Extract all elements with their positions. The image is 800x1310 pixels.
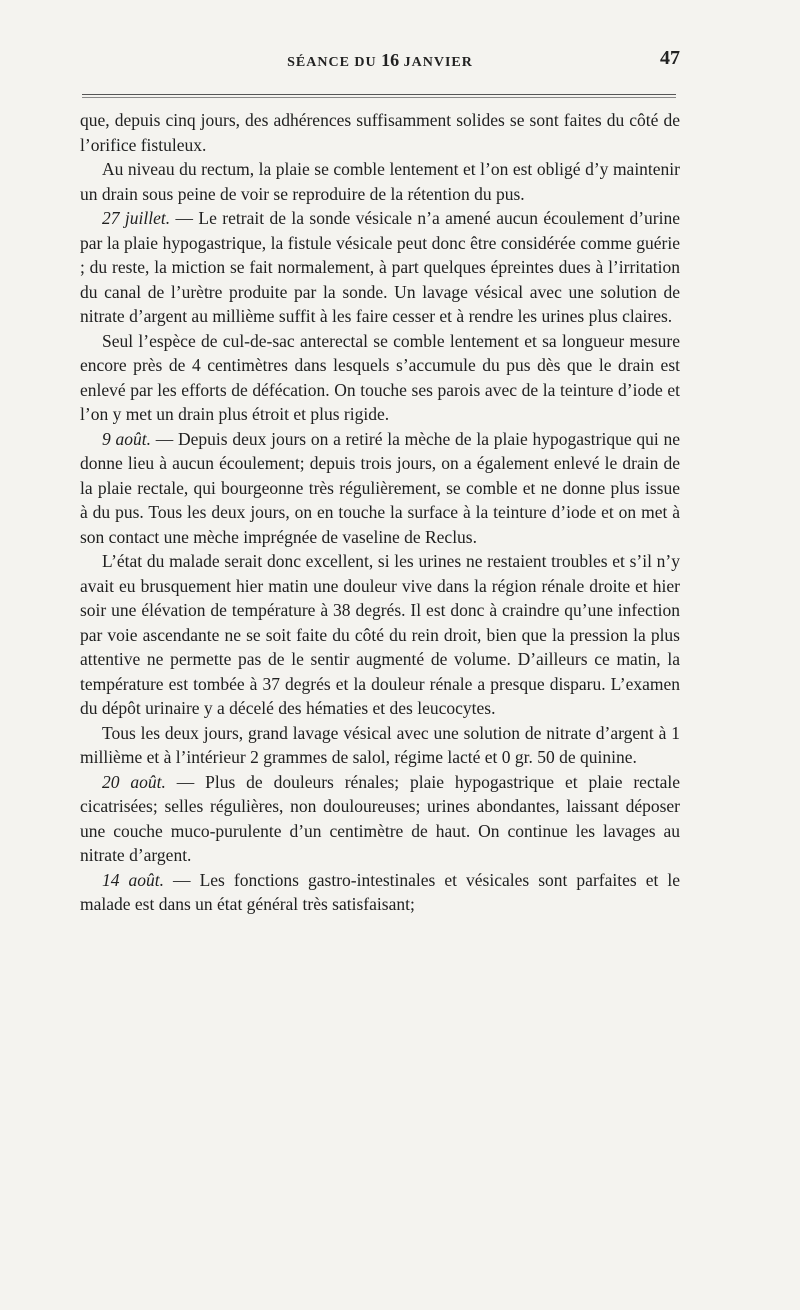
body-text: [80, 108, 680, 917]
paragraph-1: [80, 108, 680, 157]
entry-date: 27 juillet.: [102, 208, 171, 228]
running-header: [80, 47, 680, 74]
paragraph-4: [80, 329, 680, 427]
paragraph-text: Seul l’espèce de cul-de-sac anterectal se comble lentement et sa longueur mesure encore près de 4 centimètres dans lesquels s’accumule du pus dès que le drain est enlevé par les efforts de défécation. On touche ses parois avec de la teinture d’iode et l’on y met un drain plus étroit et plus rigide.: [80, 330, 680, 424]
header-day: 16: [381, 50, 400, 70]
header-prefix: SÉANCE DU: [287, 55, 382, 70]
paragraph-text: — Le retrait de la sonde vésicale n’a amené aucun écoulement d’urine par la plaie hypogastrique, la fistule vésicale peut donc être considérée comme guérie ; du reste, la miction se fait normalement, à part quelques épreintes dues à l’irritation du canal de l’urètre produite par la sonde. Un lavage vésical avec une solution de nitrate d’argent au millième suffit à les faire cesser et à rendre les urines plus claires.: [80, 208, 681, 326]
paragraph-text: — Plus de douleurs rénales; plaie hypogastrique et plaie rectale cicatrisées; selles régulières, non douloureuses; urines abondantes, laissant déposer une couche muco-purulente d’un centimètre de haut. On continue les lavages au nitrate d’argent.: [80, 771, 680, 865]
entry-date: 20 août.: [102, 771, 166, 792]
paragraph-text: L’état du malade serait donc excellent, si les urines ne restaient troubles et s’il n’y avait eu brusquement hier matin une douleur vive dans la région rénale droite et hier soir une élévation de température à 38 degrés. Il est donc à craindre qu’une infection par voie ascendante ne se soit faite du côté du rein droit, bien que la pression la plus attentive ne permette pas de le sentir augmenté de volume. D’ailleurs ce matin, la température est tombée à 37 degrés et la douleur rénale a presque disparu. L’examen du dépôt urinaire y a décelé des hématies et des leucocytes.: [80, 551, 680, 718]
paragraph-2: [80, 157, 680, 206]
paragraph-text: — Depuis deux jours on a retiré la mèche de la plaie hypogastrique qui ne donne lieu à aucun écoulement; depuis trois jours, on a également enlevé le drain de la plaie rectale, qui bourgeonne très régulièrement, se comble et ne donne plus issue à du pus. Tous les deux jours, on en touche la surface à la teinture d’iode et on met à son contact une mèche imprégnée de vaseline de Reclus.: [80, 428, 680, 547]
paragraph-3: [80, 206, 680, 329]
paragraph-7: [80, 721, 680, 770]
paragraph-6: [80, 549, 680, 721]
paragraph-text: que, depuis cinq jours, des adhérences suffisamment solides se sont faites du côté de l’orifice fistuleux.: [80, 110, 680, 155]
paragraph-text: Tous les deux jours, grand lavage vésical avec une solution de nitrate d’argent à 1 millième et à l’intérieur 2 grammes de salol, régime lacté et 0 gr. 50 de quinine.: [80, 722, 680, 767]
header-month: JANVIER: [399, 55, 473, 70]
entry-date: 14 août.: [102, 869, 165, 890]
header-rule: [82, 94, 676, 95]
paragraph-text: — Les fonctions gastro-intestinales et vésicales sont parfaites et le malade est dans un état général très satisfaisant;: [80, 869, 680, 914]
paragraph-8: [80, 770, 680, 868]
paragraph-5: [80, 427, 680, 550]
paragraph-text: Au niveau du rectum, la plaie se comble lentement et l’on est obligé d’y maintenir un drain sous peine de voir se reproduire de la rétention du pus.: [80, 159, 680, 204]
page-number: 47: [660, 47, 680, 69]
entry-date: 9 août.: [102, 428, 151, 449]
header-title: [80, 50, 680, 71]
paragraph-9: [80, 868, 680, 917]
